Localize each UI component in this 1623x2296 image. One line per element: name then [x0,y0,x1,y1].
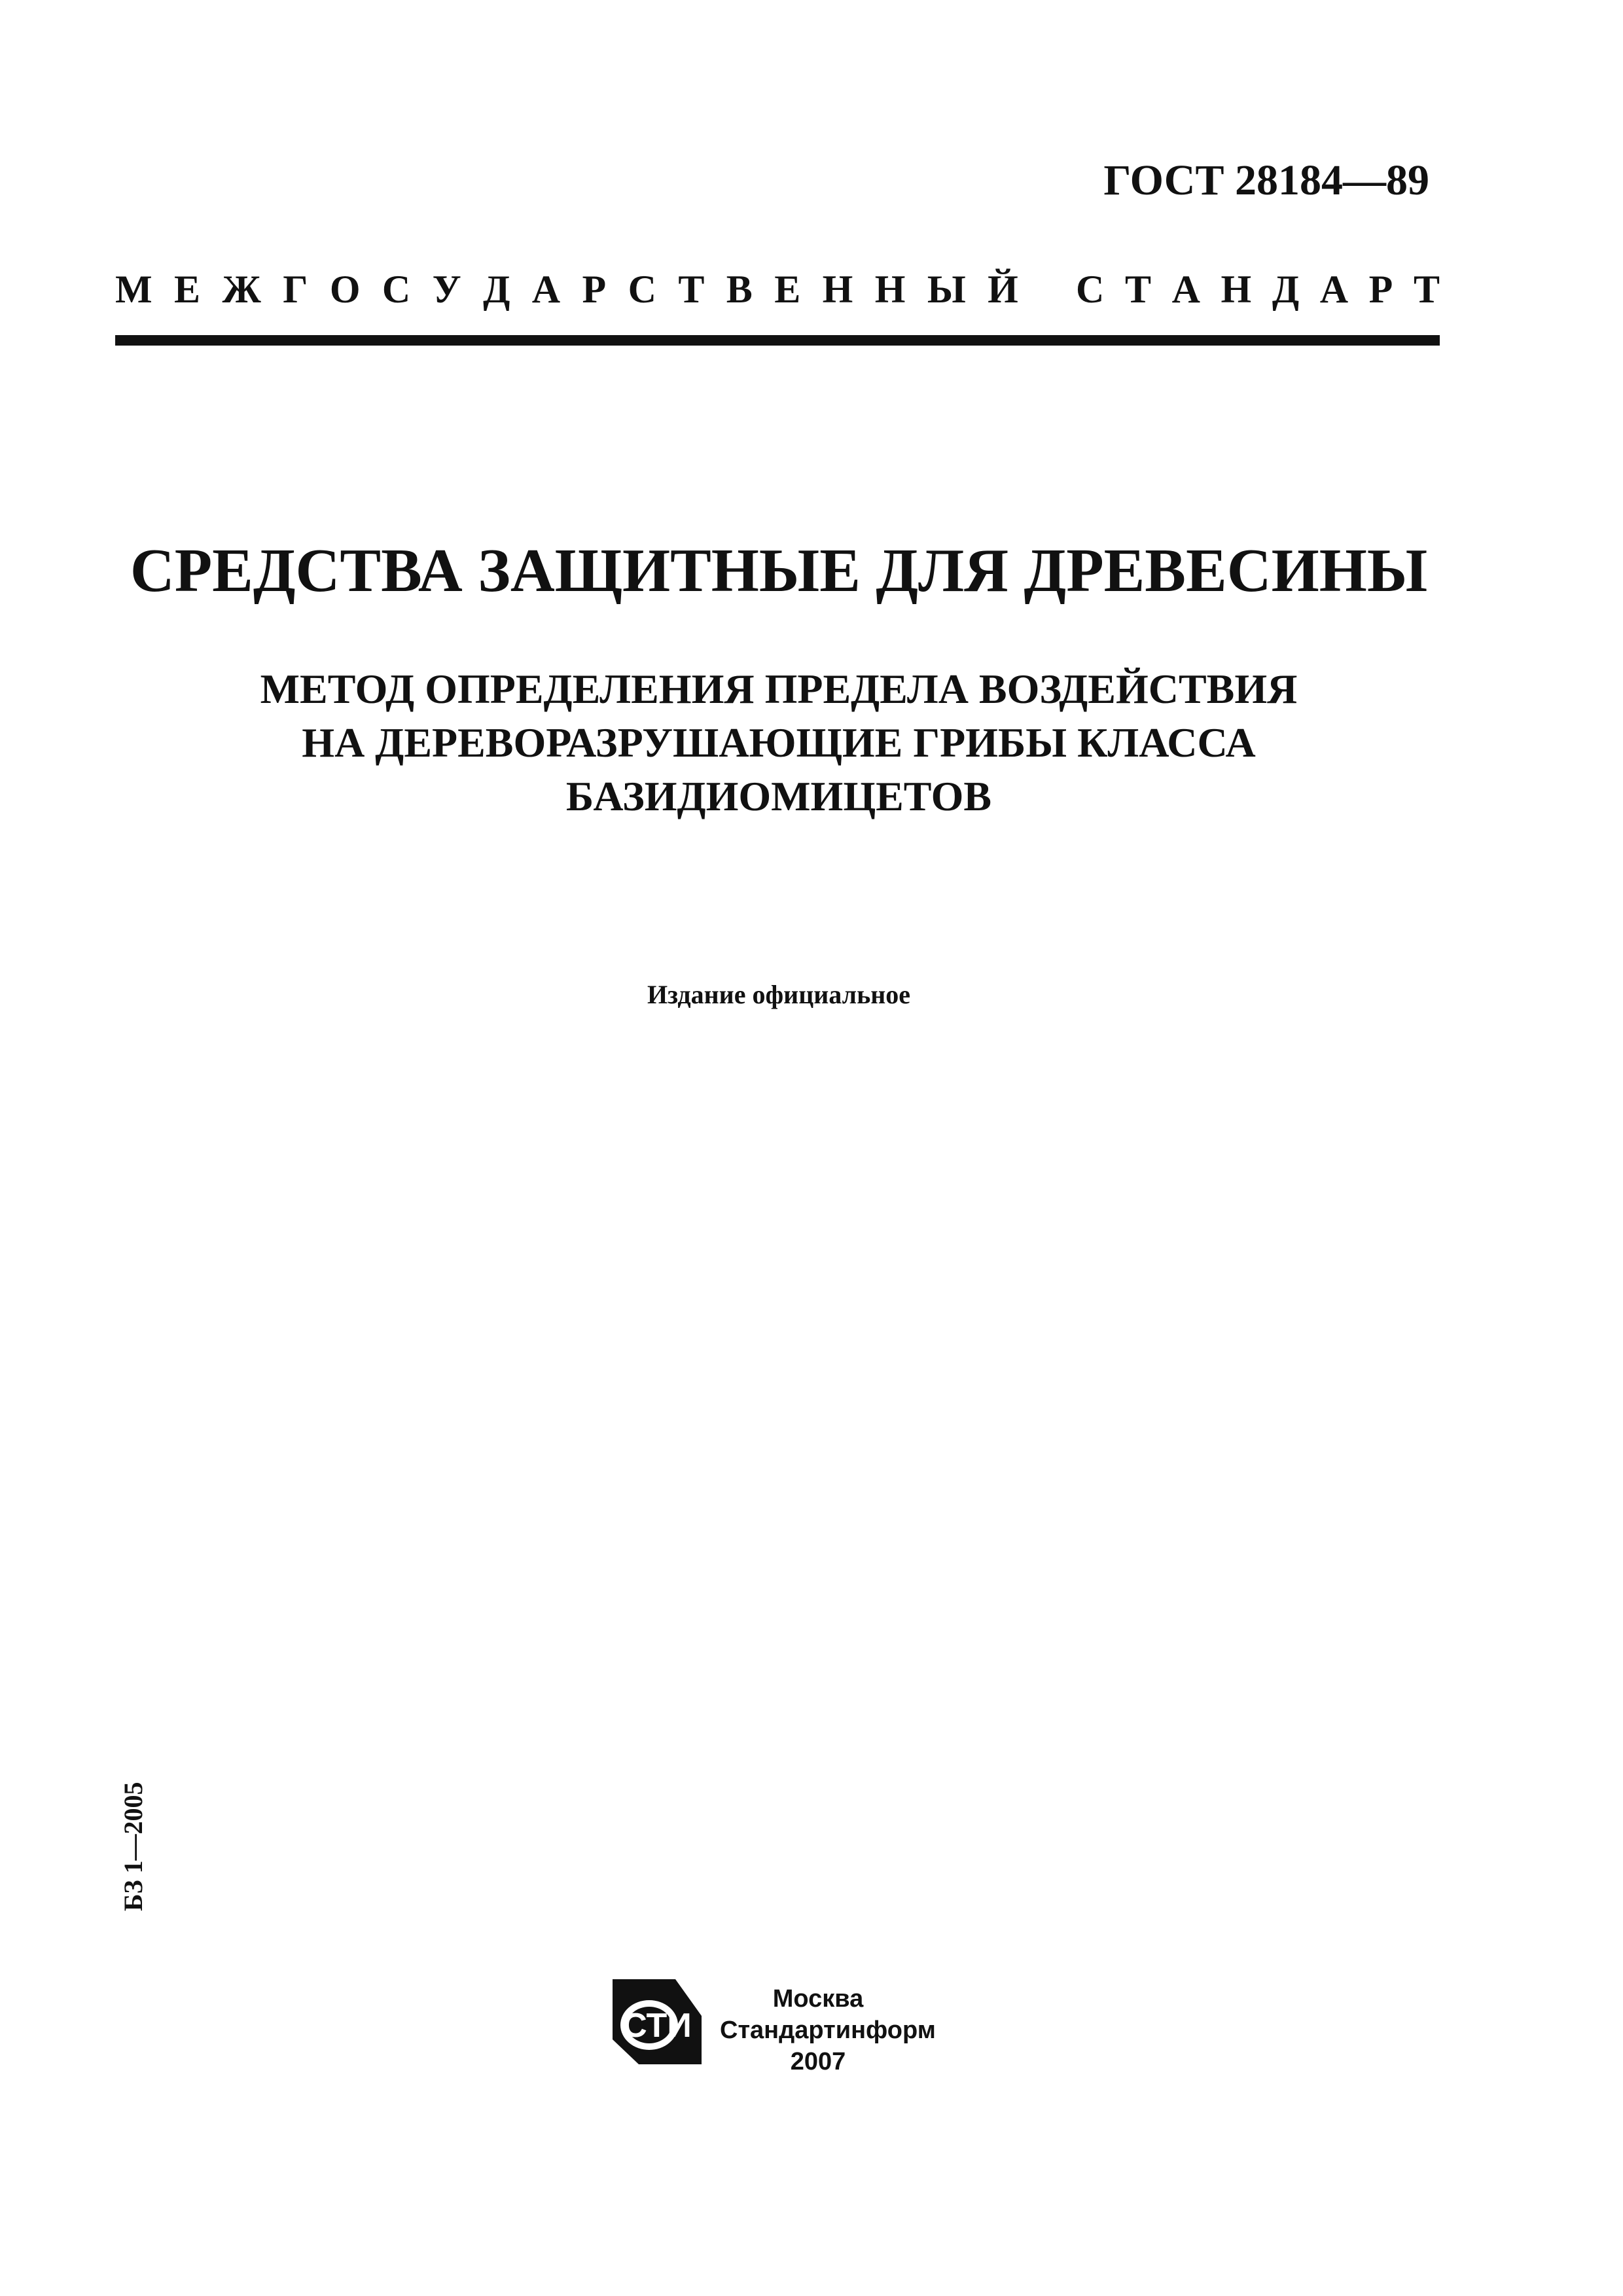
side-catalog-code: БЗ 1—2005 [118,1782,148,1911]
document-number: ГОСТ 28184—89 [1103,156,1429,204]
document-title: СРЕДСТВА ЗАЩИТНЫЕ ДЛЯ ДРЕВЕСИНЫ [130,537,1428,605]
banner-letter: Ж [222,268,261,311]
banner-letter: А [1171,268,1200,311]
banner-letter: В [726,268,753,311]
subtitle-line: НА ДЕРЕВОРАЗРУШАЮЩИЕ ГРИБЫ КЛАССА [302,719,1256,766]
logo-lettering: СТИ [622,2007,692,2045]
standard-type-banner [115,267,1440,312]
banner-letter: Т [1413,268,1440,311]
standartinform-logo-icon [609,1977,705,2067]
banner-letter: О [329,268,361,311]
edition-note: Издание официальное [647,980,911,1009]
banner-letter: Ы [927,268,966,311]
publisher-city: Москва [772,1985,864,2013]
banner-word-standard [1076,267,1440,312]
banner-letter: Е [174,268,201,311]
banner-word-interstate [115,267,1018,312]
banner-letter: Д [1272,268,1300,311]
banner-letter: Е [774,268,801,311]
publication-year: 2007 [790,2048,846,2075]
banner-letter: Р [582,268,607,311]
publisher-name: Стандартинформ [720,2017,936,2044]
banner-letter: Й [988,268,1018,311]
banner-letter: Т [1124,268,1151,311]
banner-letter: А [531,268,561,311]
subtitle-line: БАЗИДИОМИЦЕТОВ [565,773,992,819]
document-subtitle [0,662,1558,823]
banner-letter: Н [822,268,853,311]
publisher-block [720,1983,936,2077]
subtitle-line: МЕТОД ОПРЕДЕЛЕНИЯ ПРЕДЕЛА ВОЗДЕЙСТВИЯ [260,666,1298,712]
banner-letter: Г [283,268,308,311]
banner-letter: Т [678,268,705,311]
banner-letter: М [115,268,152,311]
banner-letter: А [1319,268,1349,311]
banner-letter: Н [874,268,906,311]
banner-letter: Н [1221,268,1252,311]
header-rule [115,335,1440,346]
banner-letter: С [1076,268,1105,311]
banner-letter: У [432,268,461,311]
banner-letter: С [628,268,656,311]
banner-letter: Р [1368,268,1393,311]
banner-letter: С [382,268,411,311]
banner-letter: Д [483,268,510,311]
